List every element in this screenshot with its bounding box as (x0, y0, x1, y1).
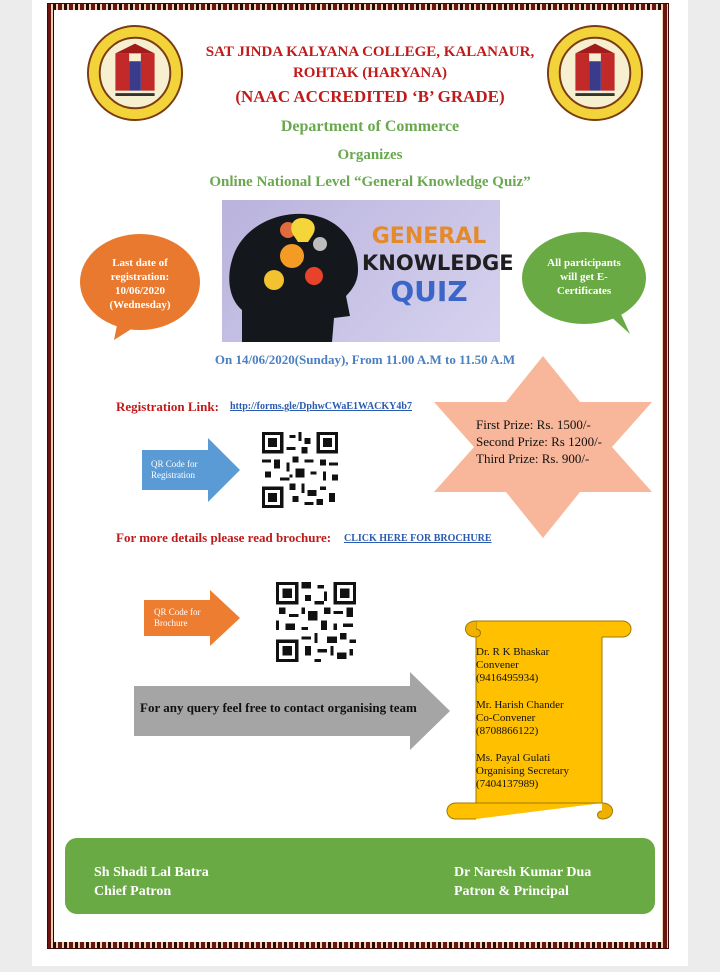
brochure-qr-label-line1: QR Code for (154, 607, 201, 617)
chief-patron (94, 863, 209, 901)
second-prize: Second Prize: Rs 1200/- (476, 434, 603, 449)
registration-label: Registration Link: (116, 399, 219, 414)
registration-qr-label-line2: Registration (151, 470, 195, 480)
department-title: Department of Commerce (280, 118, 460, 135)
contact-role: Organising Secretary (476, 765, 569, 777)
callout-right-line1: All participants (547, 257, 621, 269)
brochure-label: For more details please read brochure: (116, 530, 332, 545)
quiz-banner (222, 200, 514, 342)
chief-patron-name: Sh Shadi Lal Batra (94, 865, 209, 880)
contact-role: Co-Convener (476, 712, 536, 724)
callout-left-line3: 10/06/2020 (114, 285, 166, 297)
contact-item (476, 699, 616, 738)
college-logo-left-icon (86, 24, 184, 122)
college-logo-right-icon (546, 24, 644, 122)
e-certificate-text (526, 256, 642, 298)
registration-qr-code-icon[interactable] (262, 432, 338, 508)
principal-role: Patron & Principal (454, 884, 569, 899)
contact-item (476, 752, 616, 791)
banner-line1: GENERAL (371, 224, 487, 249)
brochure-qr-code-icon[interactable] (276, 582, 356, 662)
registration-qr-label-line1: QR Code for (151, 459, 198, 469)
third-prize: Third Prize: Rs. 900/- (476, 451, 590, 466)
contact-phone: (7404137989) (476, 778, 539, 790)
registration-qr-label (151, 459, 198, 481)
query-text: For any query feel free to contact organising team (140, 700, 417, 715)
banner-line2: KNOWLEDGE (362, 251, 514, 275)
banner-line3: QUIZ (390, 275, 468, 308)
registration-link[interactable]: http://forms.gle/DphwCWaE1WACKY4b7 (230, 401, 412, 412)
callout-left-line1: Last date of (112, 257, 168, 269)
registration-date-text (84, 256, 196, 312)
contact-phone: (8708866122) (476, 725, 539, 737)
contact-item (476, 646, 616, 685)
event-title: Online National Level “General Knowledge Quiz” (209, 174, 531, 190)
chief-patron-role: Chief Patron (94, 884, 172, 899)
callout-right-line2: will get E- (560, 271, 608, 283)
principal-name: Dr Naresh Kumar Dua (454, 865, 592, 880)
college-name (190, 42, 550, 84)
accreditation-text: (NAAC ACCREDITED ‘B’ GRADE) (235, 87, 505, 106)
contact-name: Ms. Payal Gulati (476, 752, 551, 764)
callout-left-line4: (Wednesday) (109, 299, 171, 311)
contact-list (476, 646, 616, 791)
contact-name: Dr. R K Bhaskar (476, 646, 550, 658)
college-name-line2: ROHTAK (HARYANA) (292, 65, 448, 81)
brochure-qr-label-line2: Brochure (154, 618, 188, 628)
contact-name: Mr. Harish Chander (476, 699, 564, 711)
first-prize: First Prize: Rs. 1500/- (476, 417, 591, 432)
principal (454, 863, 591, 901)
contact-role: Convener (476, 659, 519, 671)
contact-phone: (9416495934) (476, 672, 539, 684)
schedule-text: On 14/06/2020(Sunday), From 11.00 A.M to 11.50 A.M (214, 352, 516, 367)
brochure-link[interactable]: CLICK HERE FOR BROCHURE (344, 533, 492, 544)
prize-list (476, 416, 636, 467)
callout-left-line2: registration: (110, 271, 170, 283)
organizes-text: Organizes (337, 147, 403, 163)
college-name-line1: SAT JINDA KALYANA COLLEGE, KALANAUR, (205, 44, 535, 60)
brochure-qr-label (154, 607, 201, 629)
callout-right-line3: Certificates (556, 285, 612, 297)
